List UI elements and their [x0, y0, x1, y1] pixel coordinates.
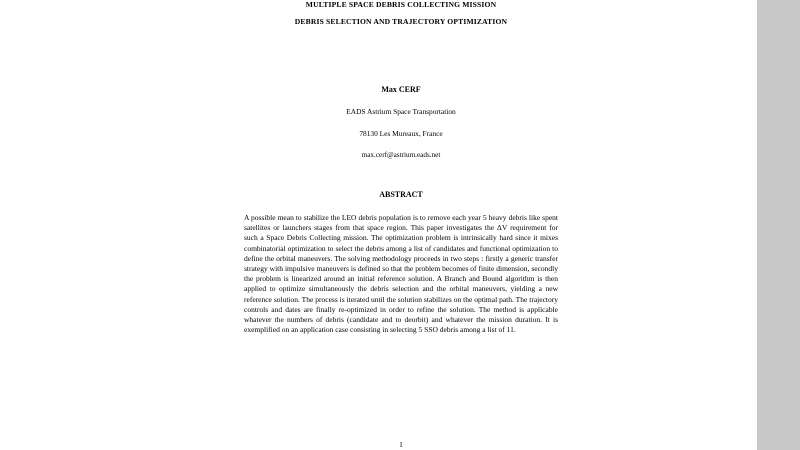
- author-address: 78130 Les Mureaux, France: [359, 129, 443, 138]
- document-title-line-1: MULTIPLE SPACE DEBRIS COLLECTING MISSION: [305, 0, 497, 9]
- title-block: [244, 0, 558, 27]
- page-content: [244, 0, 558, 335]
- author-name: Max CERF: [381, 85, 421, 94]
- abstract-body: A possible mean to stabilize the LEO debris population is to remove each year 5 heavy debris like spent satellites or launchers stages from that space region. This paper investigates the ΔV requirement for such a Space Debris Collecting mission. The optimization problem is intrinsically hard since it mixes combinatorial optimization to select the debris among a list of candidates and functional optimization to define the orbital maneuvers. The solving methodology proceeds in two steps : firstly a generic transfer strategy with impulsive maneuvers is defined so that the problem becomes of finite dimension, secondly the problem is linearized around an initial reference solution. A Branch and Bound algorithm is then applied to optimize simultaneously the debris selection and the orbital maneuvers, yielding a new reference solution. The process is iterated until the solution stabilizes on the optimal path. The trajectory controls and dates are finally re-optimized in order to refine the solution. The method is applicable whatever the numbers of debris (candidate and to deorbit) and whatever the mission duration. It is exemplified on an application case consisting in selecting 5 SSO debris among a list of 11.: [244, 213, 558, 335]
- page-number: 1: [399, 440, 403, 449]
- author-block: [244, 85, 558, 159]
- document-title-line-2: DEBRIS SELECTION AND TRAJECTORY OPTIMIZATION: [294, 17, 508, 26]
- author-email: max.cerf@astrium.eads.net: [361, 151, 441, 159]
- abstract-heading: ABSTRACT: [379, 190, 423, 199]
- author-affiliation: EADS Astrium Space Transportation: [346, 107, 456, 116]
